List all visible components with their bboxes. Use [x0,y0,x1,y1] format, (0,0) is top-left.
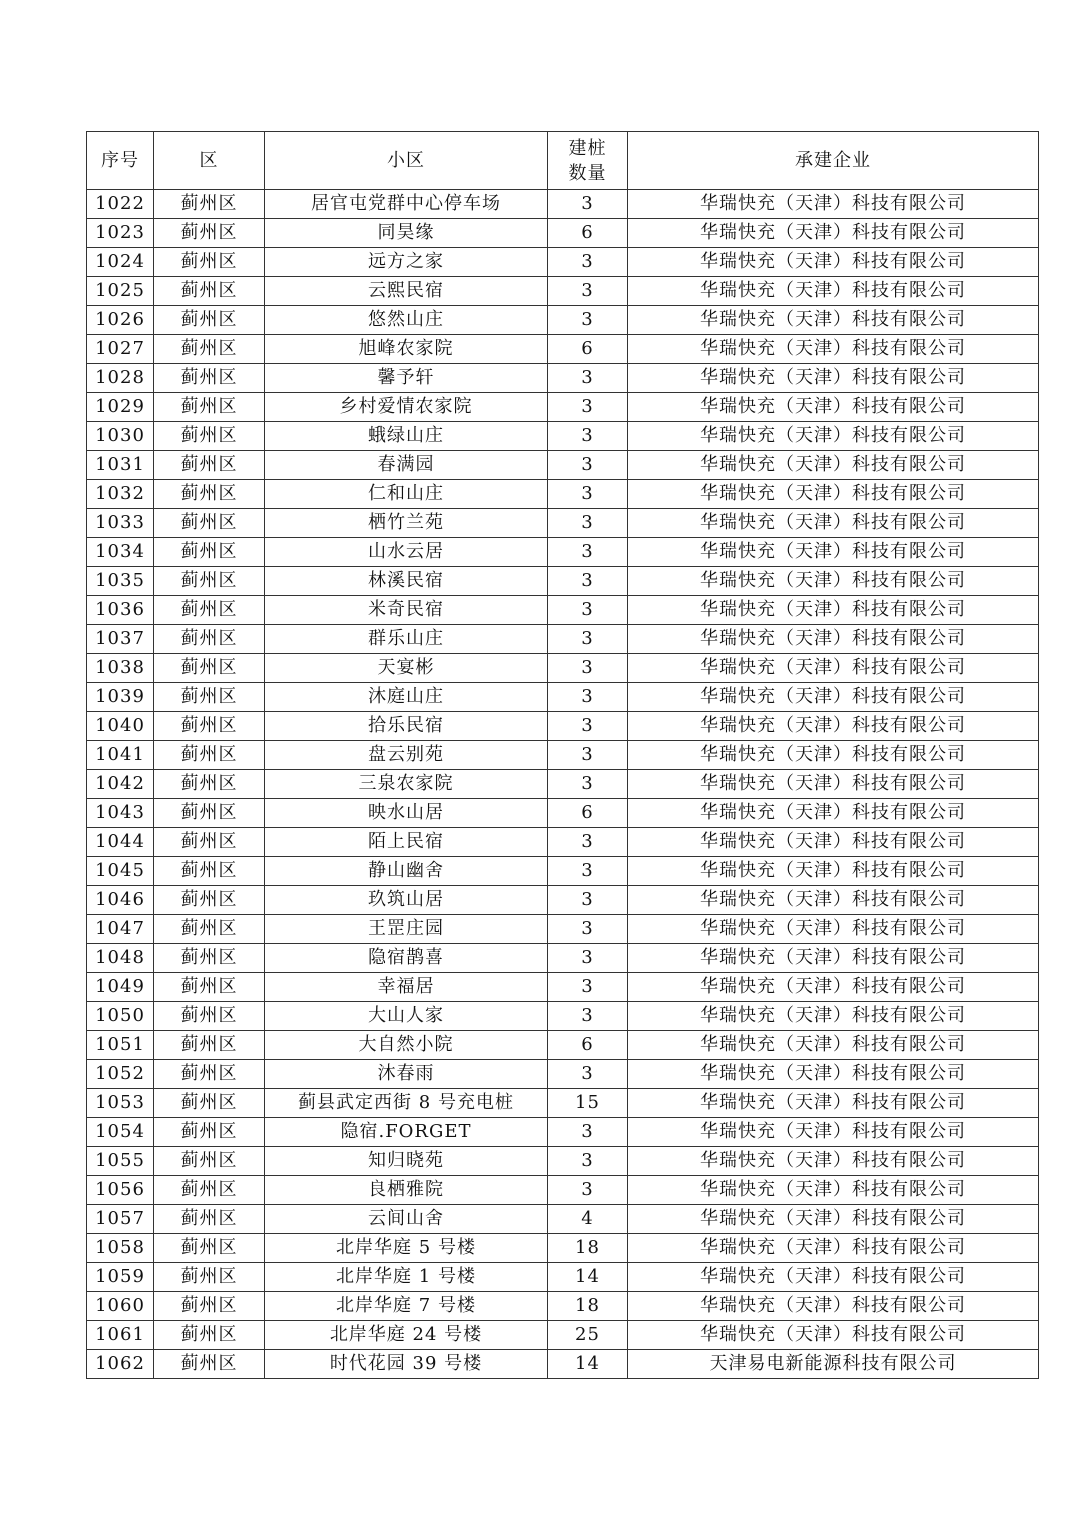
cell-community: 盘云别苑 [265,741,548,770]
cell-district: 蓟州区 [154,1089,265,1118]
cell-company: 华瑞快充（天津）科技有限公司 [628,219,1039,248]
cell-quantity: 3 [548,277,628,306]
cell-seq: 1059 [87,1263,154,1292]
cell-quantity: 3 [548,915,628,944]
cell-district: 蓟州区 [154,277,265,306]
cell-seq: 1024 [87,248,154,277]
cell-district: 蓟州区 [154,306,265,335]
cell-quantity: 3 [548,944,628,973]
cell-seq: 1048 [87,944,154,973]
table-row [87,306,1039,335]
cell-company: 华瑞快充（天津）科技有限公司 [628,393,1039,422]
table-row [87,944,1039,973]
cell-community: 居官屯党群中心停车场 [265,190,548,219]
cell-community: 林溪民宿 [265,567,548,596]
header-quantity [548,132,628,190]
cell-district: 蓟州区 [154,1147,265,1176]
cell-company: 华瑞快充（天津）科技有限公司 [628,538,1039,567]
cell-company: 华瑞快充（天津）科技有限公司 [628,1263,1039,1292]
cell-district: 蓟州区 [154,944,265,973]
cell-community: 旭峰农家院 [265,335,548,364]
cell-district: 蓟州区 [154,770,265,799]
cell-district: 蓟州区 [154,190,265,219]
cell-company: 华瑞快充（天津）科技有限公司 [628,451,1039,480]
table-row [87,1031,1039,1060]
cell-community: 良栖雅院 [265,1176,548,1205]
cell-community: 隐宿.FORGET [265,1118,548,1147]
cell-community: 玖筑山居 [265,886,548,915]
header-seq: 序号 [87,132,154,190]
cell-community: 静山幽舍 [265,857,548,886]
cell-seq: 1041 [87,741,154,770]
cell-community: 王罡庄园 [265,915,548,944]
cell-district: 蓟州区 [154,364,265,393]
cell-seq: 1062 [87,1350,154,1379]
cell-company: 华瑞快充（天津）科技有限公司 [628,654,1039,683]
cell-district: 蓟州区 [154,857,265,886]
cell-seq: 1035 [87,567,154,596]
table-row [87,422,1039,451]
cell-seq: 1023 [87,219,154,248]
table-row [87,219,1039,248]
cell-seq: 1057 [87,1205,154,1234]
cell-community: 天宴彬 [265,654,548,683]
table-row [87,277,1039,306]
cell-community: 乡村爱情农家院 [265,393,548,422]
cell-community: 拾乐民宿 [265,712,548,741]
cell-seq: 1032 [87,480,154,509]
cell-district: 蓟州区 [154,741,265,770]
cell-community: 蓟县武定西街 8 号充电桩 [265,1089,548,1118]
table-row [87,683,1039,712]
cell-company: 华瑞快充（天津）科技有限公司 [628,1002,1039,1031]
cell-seq: 1060 [87,1292,154,1321]
cell-seq: 1031 [87,451,154,480]
cell-district: 蓟州区 [154,1263,265,1292]
cell-company: 华瑞快充（天津）科技有限公司 [628,828,1039,857]
cell-company: 华瑞快充（天津）科技有限公司 [628,683,1039,712]
table-row [87,335,1039,364]
cell-seq: 1036 [87,596,154,625]
cell-quantity: 3 [548,1118,628,1147]
cell-quantity: 3 [548,422,628,451]
cell-community: 隐宿鹊喜 [265,944,548,973]
cell-community: 北岸华庭 24 号楼 [265,1321,548,1350]
cell-district: 蓟州区 [154,422,265,451]
cell-quantity: 3 [548,509,628,538]
cell-quantity: 25 [548,1321,628,1350]
cell-quantity: 3 [548,596,628,625]
header-quantity-line1: 建桩 [568,137,607,159]
cell-community: 悠然山庄 [265,306,548,335]
cell-community: 北岸华庭 5 号楼 [265,1234,548,1263]
table-row [87,799,1039,828]
cell-district: 蓟州区 [154,1118,265,1147]
cell-company: 华瑞快充（天津）科技有限公司 [628,1118,1039,1147]
cell-quantity: 3 [548,393,628,422]
table-row [87,712,1039,741]
table-row [87,828,1039,857]
table-header [87,132,1039,190]
cell-seq: 1029 [87,393,154,422]
table-row [87,1321,1039,1350]
cell-company: 华瑞快充（天津）科技有限公司 [628,567,1039,596]
header-company: 承建企业 [628,132,1039,190]
cell-company: 华瑞快充（天津）科技有限公司 [628,1292,1039,1321]
cell-quantity: 4 [548,1205,628,1234]
cell-district: 蓟州区 [154,1350,265,1379]
cell-district: 蓟州区 [154,683,265,712]
header-community: 小区 [265,132,548,190]
cell-community: 群乐山庄 [265,625,548,654]
cell-seq: 1043 [87,799,154,828]
cell-seq: 1038 [87,654,154,683]
table-row [87,1263,1039,1292]
cell-quantity: 6 [548,335,628,364]
cell-district: 蓟州区 [154,248,265,277]
cell-seq: 1033 [87,509,154,538]
cell-community: 云熙民宿 [265,277,548,306]
cell-community: 仁和山庄 [265,480,548,509]
table-row [87,567,1039,596]
cell-community: 栖竹兰苑 [265,509,548,538]
cell-quantity: 3 [548,625,628,654]
cell-quantity: 3 [548,1002,628,1031]
table-row [87,741,1039,770]
cell-company: 华瑞快充（天津）科技有限公司 [628,364,1039,393]
table-row [87,1234,1039,1263]
cell-seq: 1054 [87,1118,154,1147]
table-row [87,538,1039,567]
cell-company: 华瑞快充（天津）科技有限公司 [628,1089,1039,1118]
cell-company: 华瑞快充（天津）科技有限公司 [628,480,1039,509]
cell-community: 陌上民宿 [265,828,548,857]
table-row [87,451,1039,480]
cell-district: 蓟州区 [154,712,265,741]
cell-district: 蓟州区 [154,1031,265,1060]
cell-quantity: 18 [548,1292,628,1321]
cell-seq: 1025 [87,277,154,306]
cell-seq: 1055 [87,1147,154,1176]
cell-community: 时代花园 39 号楼 [265,1350,548,1379]
cell-community: 北岸华庭 7 号楼 [265,1292,548,1321]
cell-seq: 1026 [87,306,154,335]
cell-seq: 1022 [87,190,154,219]
cell-community: 三泉农家院 [265,770,548,799]
table-row [87,857,1039,886]
cell-quantity: 3 [548,1060,628,1089]
cell-quantity: 6 [548,219,628,248]
cell-quantity: 15 [548,1089,628,1118]
cell-seq: 1061 [87,1321,154,1350]
cell-community: 山水云居 [265,538,548,567]
table-body [87,190,1039,1379]
table-row [87,1089,1039,1118]
table-row [87,190,1039,219]
header-district: 区 [154,132,265,190]
cell-quantity: 3 [548,1176,628,1205]
cell-seq: 1040 [87,712,154,741]
cell-community: 米奇民宿 [265,596,548,625]
table-row [87,973,1039,1002]
cell-district: 蓟州区 [154,335,265,364]
header-row [87,132,1039,190]
cell-seq: 1045 [87,857,154,886]
cell-district: 蓟州区 [154,538,265,567]
cell-community: 同昊缘 [265,219,548,248]
cell-quantity: 3 [548,451,628,480]
cell-company: 华瑞快充（天津）科技有限公司 [628,1205,1039,1234]
cell-seq: 1050 [87,1002,154,1031]
cell-district: 蓟州区 [154,1060,265,1089]
cell-company: 华瑞快充（天津）科技有限公司 [628,335,1039,364]
cell-quantity: 6 [548,1031,628,1060]
table-row [87,1350,1039,1379]
cell-quantity: 18 [548,1234,628,1263]
cell-seq: 1030 [87,422,154,451]
cell-community: 映水山居 [265,799,548,828]
cell-company: 华瑞快充（天津）科技有限公司 [628,741,1039,770]
cell-quantity: 6 [548,799,628,828]
cell-district: 蓟州区 [154,1205,265,1234]
cell-community: 春满园 [265,451,548,480]
table-row [87,509,1039,538]
cell-company: 华瑞快充（天津）科技有限公司 [628,886,1039,915]
cell-district: 蓟州区 [154,393,265,422]
table-row [87,886,1039,915]
cell-quantity: 3 [548,886,628,915]
cell-district: 蓟州区 [154,480,265,509]
table-row [87,596,1039,625]
cell-company: 华瑞快充（天津）科技有限公司 [628,306,1039,335]
document-page [86,131,1038,1379]
cell-quantity: 3 [548,248,628,277]
cell-seq: 1027 [87,335,154,364]
cell-company: 华瑞快充（天津）科技有限公司 [628,1031,1039,1060]
cell-district: 蓟州区 [154,886,265,915]
cell-community: 大自然小院 [265,1031,548,1060]
cell-community: 沐庭山庄 [265,683,548,712]
cell-company: 华瑞快充（天津）科技有限公司 [628,248,1039,277]
cell-district: 蓟州区 [154,451,265,480]
cell-district: 蓟州区 [154,596,265,625]
table-row [87,1292,1039,1321]
cell-district: 蓟州区 [154,915,265,944]
cell-seq: 1034 [87,538,154,567]
cell-company: 华瑞快充（天津）科技有限公司 [628,277,1039,306]
cell-company: 华瑞快充（天津）科技有限公司 [628,799,1039,828]
cell-quantity: 3 [548,857,628,886]
cell-community: 馨予轩 [265,364,548,393]
cell-quantity: 3 [548,567,628,596]
cell-district: 蓟州区 [154,1321,265,1350]
table-row [87,625,1039,654]
cell-district: 蓟州区 [154,799,265,828]
table-row [87,654,1039,683]
cell-quantity: 3 [548,364,628,393]
cell-company: 华瑞快充（天津）科技有限公司 [628,625,1039,654]
cell-community: 蛾绿山庄 [265,422,548,451]
cell-district: 蓟州区 [154,1002,265,1031]
header-quantity-line2: 数量 [568,162,607,184]
cell-company: 华瑞快充（天津）科技有限公司 [628,770,1039,799]
table-row [87,1002,1039,1031]
cell-company: 华瑞快充（天津）科技有限公司 [628,1321,1039,1350]
cell-company: 天津易电新能源科技有限公司 [628,1350,1039,1379]
cell-seq: 1028 [87,364,154,393]
cell-quantity: 3 [548,770,628,799]
cell-company: 华瑞快充（天津）科技有限公司 [628,1176,1039,1205]
cell-district: 蓟州区 [154,973,265,1002]
cell-company: 华瑞快充（天津）科技有限公司 [628,944,1039,973]
cell-quantity: 3 [548,190,628,219]
charging-pile-table [86,131,1039,1379]
cell-company: 华瑞快充（天津）科技有限公司 [628,915,1039,944]
cell-seq: 1042 [87,770,154,799]
cell-quantity: 14 [548,1263,628,1292]
table-row [87,1205,1039,1234]
cell-district: 蓟州区 [154,567,265,596]
cell-seq: 1056 [87,1176,154,1205]
table-row [87,364,1039,393]
cell-company: 华瑞快充（天津）科技有限公司 [628,973,1039,1002]
table-row [87,1060,1039,1089]
cell-community: 北岸华庭 1 号楼 [265,1263,548,1292]
cell-seq: 1051 [87,1031,154,1060]
cell-quantity: 3 [548,1147,628,1176]
cell-seq: 1039 [87,683,154,712]
table-row [87,248,1039,277]
cell-quantity: 3 [548,306,628,335]
table-row [87,1176,1039,1205]
cell-district: 蓟州区 [154,654,265,683]
cell-seq: 1052 [87,1060,154,1089]
cell-community: 沐春雨 [265,1060,548,1089]
table-row [87,915,1039,944]
cell-community: 远方之家 [265,248,548,277]
cell-community: 知归晓苑 [265,1147,548,1176]
cell-seq: 1047 [87,915,154,944]
cell-district: 蓟州区 [154,828,265,857]
cell-district: 蓟州区 [154,509,265,538]
cell-district: 蓟州区 [154,1176,265,1205]
cell-seq: 1049 [87,973,154,1002]
cell-seq: 1046 [87,886,154,915]
cell-district: 蓟州区 [154,625,265,654]
table-row [87,1147,1039,1176]
cell-company: 华瑞快充（天津）科技有限公司 [628,1060,1039,1089]
cell-quantity: 3 [548,654,628,683]
cell-seq: 1053 [87,1089,154,1118]
cell-district: 蓟州区 [154,1292,265,1321]
table-row [87,393,1039,422]
cell-community: 云间山舍 [265,1205,548,1234]
cell-quantity: 3 [548,828,628,857]
cell-company: 华瑞快充（天津）科技有限公司 [628,190,1039,219]
cell-seq: 1037 [87,625,154,654]
cell-quantity: 3 [548,538,628,567]
cell-company: 华瑞快充（天津）科技有限公司 [628,1234,1039,1263]
cell-district: 蓟州区 [154,1234,265,1263]
table-row [87,1118,1039,1147]
cell-company: 华瑞快充（天津）科技有限公司 [628,1147,1039,1176]
cell-company: 华瑞快充（天津）科技有限公司 [628,509,1039,538]
cell-company: 华瑞快充（天津）科技有限公司 [628,422,1039,451]
cell-quantity: 3 [548,741,628,770]
cell-quantity: 3 [548,973,628,1002]
cell-quantity: 3 [548,683,628,712]
cell-district: 蓟州区 [154,219,265,248]
table-row [87,770,1039,799]
cell-quantity: 3 [548,712,628,741]
cell-company: 华瑞快充（天津）科技有限公司 [628,596,1039,625]
cell-seq: 1044 [87,828,154,857]
table-row [87,480,1039,509]
cell-community: 大山人家 [265,1002,548,1031]
cell-company: 华瑞快充（天津）科技有限公司 [628,712,1039,741]
cell-quantity: 3 [548,480,628,509]
cell-seq: 1058 [87,1234,154,1263]
cell-company: 华瑞快充（天津）科技有限公司 [628,857,1039,886]
cell-quantity: 14 [548,1350,628,1379]
cell-community: 幸福居 [265,973,548,1002]
